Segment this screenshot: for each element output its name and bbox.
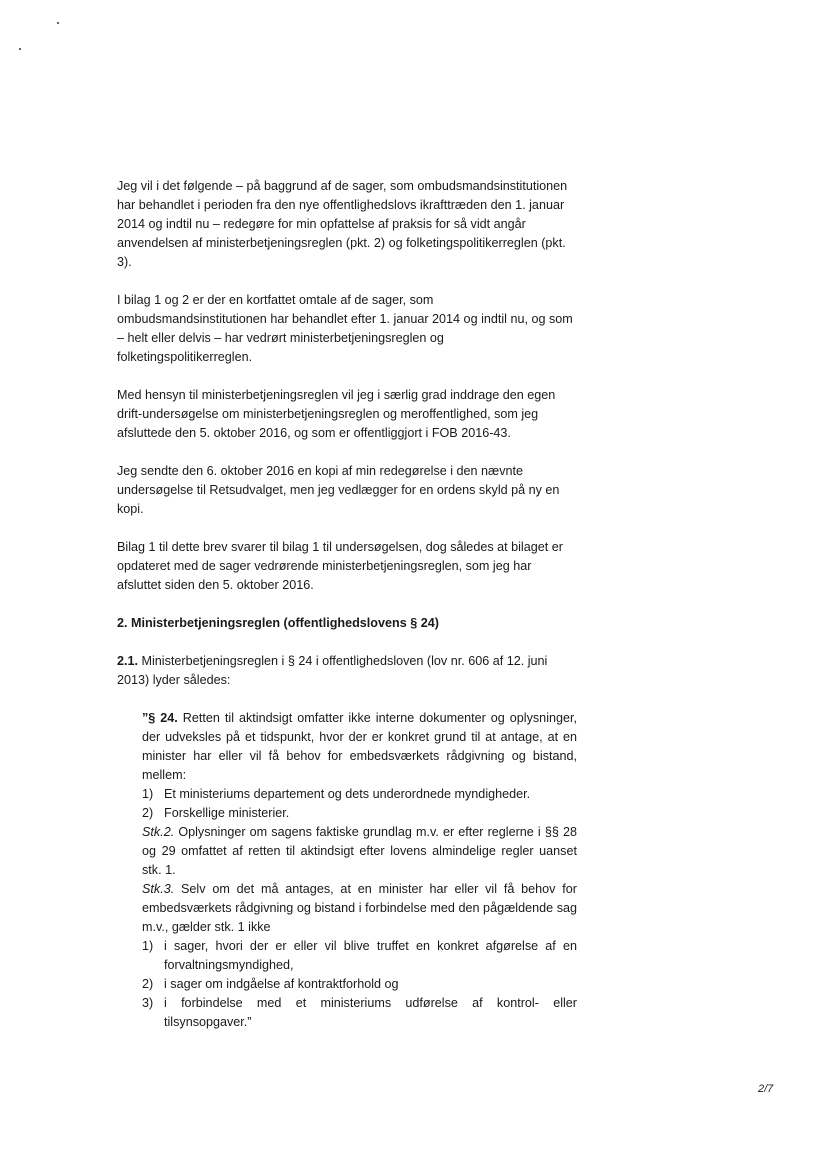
minister-rule-paragraph: Med hensyn til ministerbetjeningsreglen vil jeg i særlig grad inddrage den egen drift-undersøgelse om ministerbetjeningsreglen og meroffentlighed, som jeg afsluttede den 5. oktober 2016, og som er offentliggjort i FOB 2016-43. [117, 388, 556, 440]
quote-open-mark: ” [142, 711, 149, 725]
list-item: 2) Forskellige ministerier. [142, 806, 290, 820]
list-item: 1) i sager, hvori der er eller vil blive truffet en konkret afgørelse af en forvaltningsmyndighed, [142, 939, 577, 972]
letter-body [117, 177, 577, 1032]
scan-speck [57, 22, 59, 24]
copy-paragraph: Jeg sendte den 6. oktober 2016 en kopi af min redegørelse i den nævnte undersøgelse til Retsudvalget, men jeg vedlægger for en ordens skyld på ny en kopi. [117, 464, 560, 516]
intro-paragraph: Jeg vil i det følgende – på baggrund af de sager, som ombudsmandsinstitutionen har behandlet i perioden fra den nye offentlighedslovs ikrafttræden den 1. januar 2014 og indtil nu – redegøre for min opfattelse af praksis for så vidt angår anvendelsen af ministerbetjeningsreglen (pkt. 2) og folketingspolitikerreglen (pkt. 3). [117, 179, 568, 269]
list-item: 3) i forbindelse med et ministeriums udførelse af kontrol- eller tilsynsopgaver.” [142, 996, 577, 1029]
subsection-paragraph [117, 652, 577, 690]
stk2-label: Stk.2. [142, 825, 175, 839]
list-item: 2) i sager om indgåelse af kontraktforhold og [142, 977, 399, 991]
paragraph-text: Retten til aktindsigt omfatter ikke interne dokumenter og oplysninger, der udveksles på et tidspunkt, hvor der er konkret grund til at antage, at en minister har eller vil få behov for embedsværkets rådgivning og bistand, mellem: [142, 711, 577, 782]
section-heading: 2. Ministerbetjeningsreglen (offentlighedslovens § 24) [117, 616, 439, 630]
law-quote [142, 709, 577, 1032]
subsection-text: Ministerbetjeningsreglen i § 24 i offentlighedsloven (lov nr. 606 af 12. juni 2013) lyder således: [117, 654, 548, 687]
stk3-text: Selv om det må antages, at en minister har eller vil få behov for embedsværkets rådgivning og bistand i forbindelse med den pågældende sag m.v., gælder stk. 1 ikke [142, 882, 577, 934]
paragraph-number: § 24. [148, 711, 178, 725]
stk2-text: Oplysninger om sagens faktiske grundlag m.v. er efter reglerne i §§ 28 og 29 omfattet af retten til aktindsigt efter lovens almindelige regler uanset stk. 1. [142, 825, 577, 877]
scan-speck [19, 48, 21, 50]
stk3-label: Stk.3. [142, 882, 175, 896]
annex-paragraph: I bilag 1 og 2 er der en kortfattet omtale af de sager, som ombudsmandsinstitutionen har behandlet efter 1. januar 2014 og indtil nu, og som – helt eller delvis – har vedrørt ministerbetjeningsreglen og folketingspolitikerreglen. [117, 293, 573, 364]
quote-stk2 [142, 823, 577, 880]
subsection-number: 2.1. [117, 654, 139, 668]
quote-stk3 [142, 880, 577, 937]
annex-update-paragraph: Bilag 1 til dette brev svarer til bilag 1 til undersøgelsen, dog således at bilaget er opdateret med de sager vedrørende ministerbetjeningsreglen, som jeg har afsluttet siden den 5. oktober 2016. [117, 540, 563, 592]
quote-paragraph-24 [142, 709, 577, 785]
page-number: 2/7 [758, 1083, 774, 1095]
list-item: 1) Et ministeriums departement og dets underordnede myndigheder. [142, 787, 531, 801]
